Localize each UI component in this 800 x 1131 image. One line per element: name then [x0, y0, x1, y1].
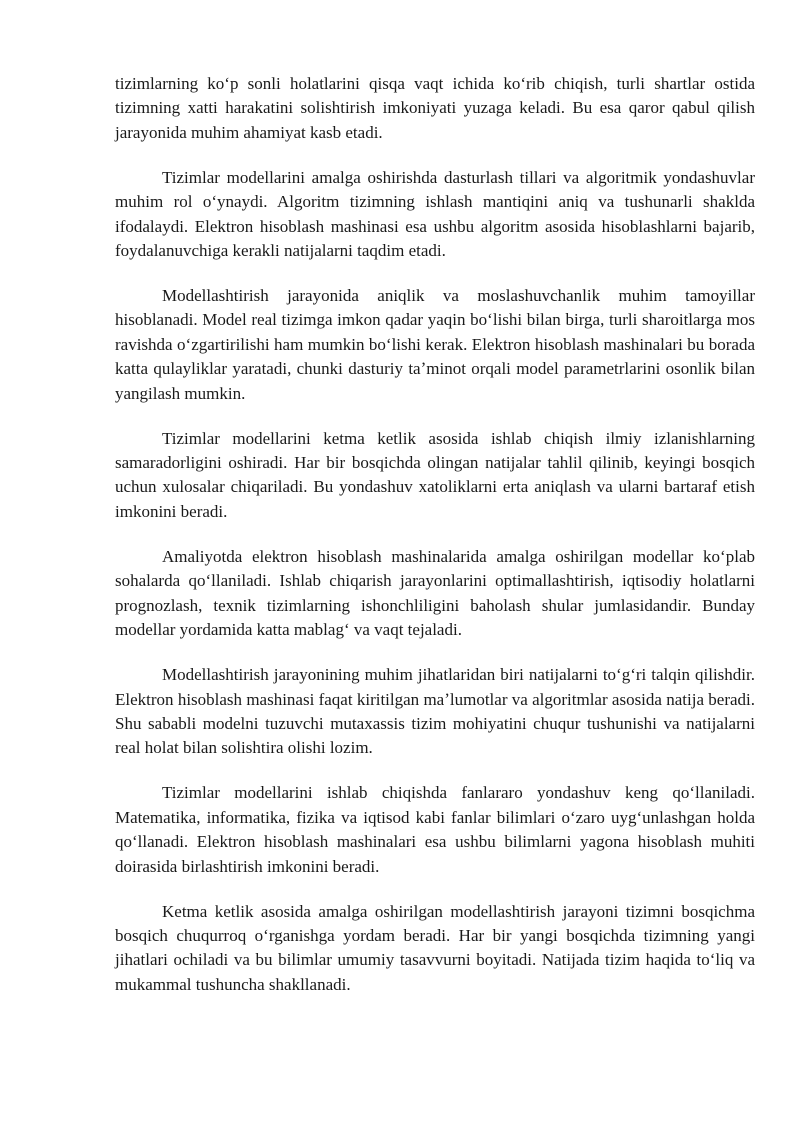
paragraph-7: Tizimlar modellarini ishlab chiqishda fanlararo yondashuv keng qoʻllaniladi. Matematika, informatika, fizika va iqtisod kabi fanlar bilimlari oʻzaro uygʻunlashgan holda qoʻllanadi. Elektron hisoblash mashinalari esa ushbu bilimlarni yagona hisoblash muhiti doirasida birlashtirish imkonini beradi. — [115, 783, 755, 876]
document-body — [115, 72, 755, 1018]
paragraph-5: Amaliyotda elektron hisoblash mashinalarida amalga oshirilgan modellar koʻplab sohalarda qoʻllaniladi. Ishlab chiqarish jarayonlarini optimallashtirish, iqtisodiy holatlarni prognozlash, texnik tizimlarning ishonchliligini baholash shular jumlasidandir. Bunday modellar yordamida katta mablagʻ va vaqt tejaladi. — [115, 546, 755, 640]
paragraph-6: Modellashtirish jarayonining muhim jihatlaridan biri natijalarni toʻgʻri talqin qilishdir. Elektron hisoblash mashinasi faqat kiritilgan maʼlumotlar va algoritmlar asosida natija beradi. Shu sababli modelni tuzuvchi mutaxassis tizim mohiyatini chuqur tushunishi va natijalarni real holat bilan solishtira olishi lozim. — [115, 665, 755, 758]
paragraph-4: Tizimlar modellarini ketma ketlik asosida ishlab chiqish ilmiy izlanishlarning samaradorligini oshiradi. Har bir bosqichda olingan natijalar tahlil qilinib, keyingi bosqich uchun xulosalar chiqariladi. Bu yondashuv xatoliklarni erta aniqlash va ularni bartaraf etish imkonini beradi. — [115, 428, 755, 521]
paragraph-3: Modellashtirish jarayonida aniqlik va moslashuvchanlik muhim tamoyillar hisoblanadi. Model real tizimga imkon qadar yaqin boʻlishi bilan birga, turli sharoitlarga mos ravishda oʻzgartirilishi ham mumkin boʻlishi kerak. Elektron hisoblash mashinalari bu borada katta qulayliklar yaratadi, chunki dasturiy taʼminot orqali model parametrlarini osonlik bilan yangilash mumkin. — [115, 286, 755, 403]
paragraph-8: Ketma ketlik asosida amalga oshirilgan modellashtirish jarayoni tizimni bosqichma bosqich chuqurroq oʻrganishga yordam beradi. Har bir yangi bosqichda tizimning yangi jihatlari ochiladi va bu bilimlar umumiy tasavvurni boyitadi. Natijada tizim haqida toʻliq va mukammal tushuncha shakllanadi. — [115, 901, 755, 994]
paragraph-2: Tizimlar modellarini amalga oshirishda dasturlash tillari va algoritmik yondashuvlar muhim rol oʻynaydi. Algoritm tizimning ishlash mantiqini aniq va tushunarli shaklda ifodalaydi. Elektron hisoblash mashinasi esa ushbu algoritm asosida hisoblashlarni bajarib, foydalanuvchiga kerakli natijalarni taqdim etadi. — [115, 167, 755, 261]
paragraph-1: tizimlarning koʻp sonli holatlarini qisqa vaqt ichida koʻrib chiqish, turli shartlar ostida tizimning xatti harakatini solishtirish imkoniyati yuzaga keladi. Bu esa qaror qabul qilish jarayonida muhim ahamiyat kasb etadi. — [115, 74, 755, 142]
